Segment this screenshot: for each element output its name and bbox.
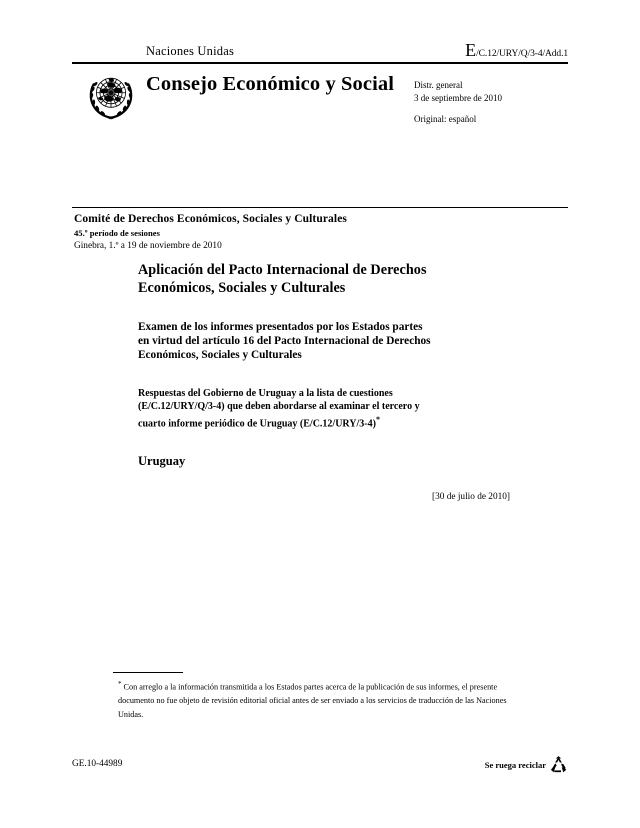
committee-block	[74, 212, 494, 253]
masthead-body	[72, 68, 568, 130]
document-date: [30 de julio de 2010]	[432, 491, 510, 502]
page-title-line-2: Económicos, Sociales y Culturales	[138, 279, 346, 296]
page-footer	[72, 758, 568, 778]
responses-line-2: (E/C.12/URY/Q/3-4) que deben abordarse al examinar el tercero y	[138, 400, 420, 412]
responses-line-1: Respuestas del Gobierno de Uruguay a la lista de cuestiones	[138, 387, 393, 399]
organ-title: Consejo Económico y Social	[146, 73, 395, 95]
masthead	[72, 40, 568, 61]
page-title	[138, 262, 518, 297]
distribution-spacer	[414, 104, 502, 113]
committee-place-and-dates: Ginebra, 1.º a 19 de noviembre de 2010	[74, 241, 222, 251]
recycle-text: Se ruega reciclar	[484, 759, 546, 770]
document-symbol-rest: /C.12/URY/Q/3-4/Add.1	[476, 49, 568, 59]
subtitle-line-1: Examen de los informes presentados por los Estados partes	[138, 321, 423, 333]
document-symbol	[465, 42, 568, 63]
recycling-symbol-icon	[549, 756, 568, 773]
subtitle	[138, 320, 518, 363]
footnote-marker: *	[118, 680, 122, 688]
original-language: Original: español	[414, 114, 477, 124]
subtitle-line-2: en virtud del artículo 16 del Pacto Internacional de Derechos	[138, 335, 431, 348]
responses-heading	[138, 387, 518, 430]
committee-session: 45.º período de sesiones	[74, 228, 160, 238]
distribution-label: Distr. general	[414, 80, 463, 90]
footnote-text: Con arreglo a la información transmitida a los Estados partes acerca de la publicación de sus informes, el presente documento no fue objeto de revisión editorial oficial antes de ser enviado a los servicios de traducción de las Naciones Unidas.	[118, 682, 507, 719]
country-heading: Uruguay	[138, 453, 186, 468]
committee-name: Comité de Derechos Económicos, Sociales y Culturales	[74, 213, 347, 225]
organization-name: Naciones Unidas	[146, 44, 235, 58]
distribution-block	[414, 79, 502, 126]
masthead-top-rule	[72, 62, 568, 64]
document-symbol-prefix: E	[465, 40, 477, 60]
united-nations-emblem-icon	[84, 70, 138, 122]
distribution-date: 3 de septiembre de 2010	[414, 92, 502, 103]
page-title-line-1: Aplicación del Pacto Internacional de Derechos	[138, 262, 427, 278]
responses-line-3-text: cuarto informe periódico de Uruguay (E/C.12/URY/3-4)	[138, 417, 376, 429]
responses-line-3	[138, 413, 518, 430]
title-block	[138, 262, 518, 504]
job-number: GE.10-44989	[72, 759, 123, 769]
footnote	[118, 678, 518, 721]
subtitle-line-3: Económicos, Sociales y Culturales	[138, 349, 302, 362]
recycle-notice	[485, 756, 568, 773]
footnote-separator-rule	[113, 672, 183, 673]
masthead-top-row	[72, 40, 568, 61]
committee-section-rule	[72, 207, 568, 208]
footnote-marker-ref: *	[375, 414, 380, 424]
